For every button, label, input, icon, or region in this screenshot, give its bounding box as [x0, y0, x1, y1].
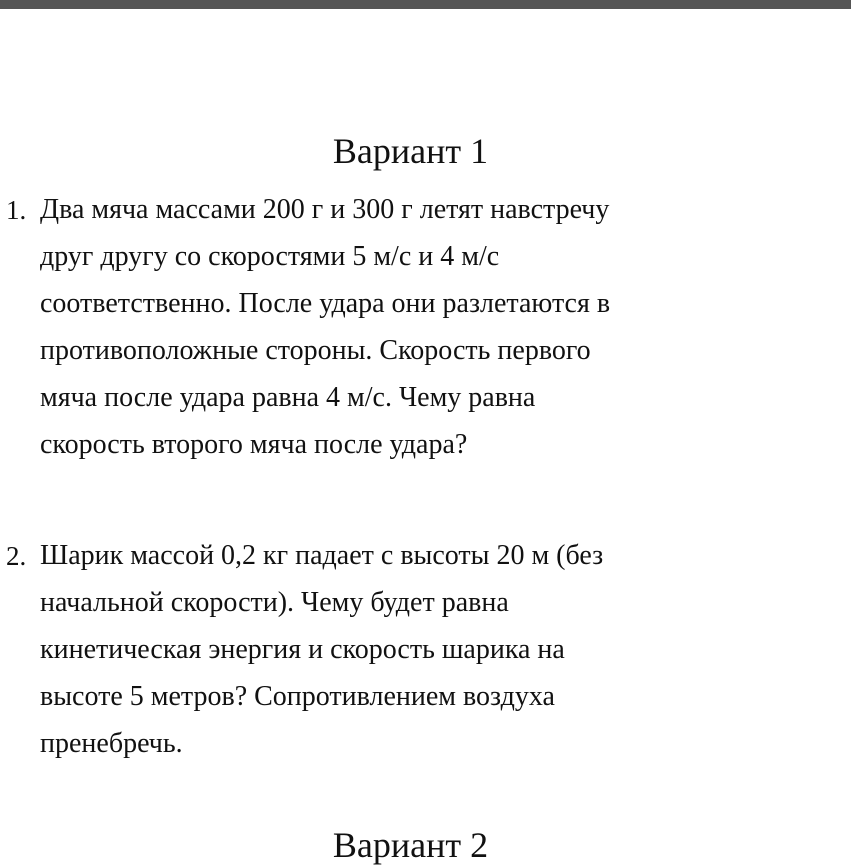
problem-line: начальной скорости). Чему будет равна: [40, 587, 509, 618]
problem-line: Два мяча массами 200 г и 300 г летят навстречу: [40, 194, 610, 225]
variant-1-title: Вариант 1: [332, 131, 489, 171]
problem-line: пренебречь.: [40, 728, 183, 759]
problem-line: мяча после удара равна 4 м/с. Чему равна: [40, 382, 536, 413]
problem-line: скорость второго мяча после удара?: [40, 429, 468, 460]
problem-number: 2.: [6, 541, 27, 571]
problem-text: [40, 532, 851, 767]
top-edge-bar: [0, 0, 851, 9]
problem-line: кинетическая энергия и скорость шарика на: [40, 634, 565, 665]
problem-line: противоположные стороны. Скорость первого: [40, 335, 591, 366]
problem-number: 1.: [6, 195, 27, 225]
problem-text: [40, 186, 851, 468]
problem-line: соответственно. После удара они разлетаются в: [40, 288, 611, 319]
variant-2-title: Вариант 2: [332, 825, 489, 865]
problem-line: высоте 5 метров? Сопротивлением воздуха: [40, 681, 555, 712]
problem-line: друг другу со скоростями 5 м/с и 4 м/с: [40, 241, 500, 272]
problem-line: Шарик массой 0,2 кг падает с высоты 20 м (без: [40, 540, 604, 571]
